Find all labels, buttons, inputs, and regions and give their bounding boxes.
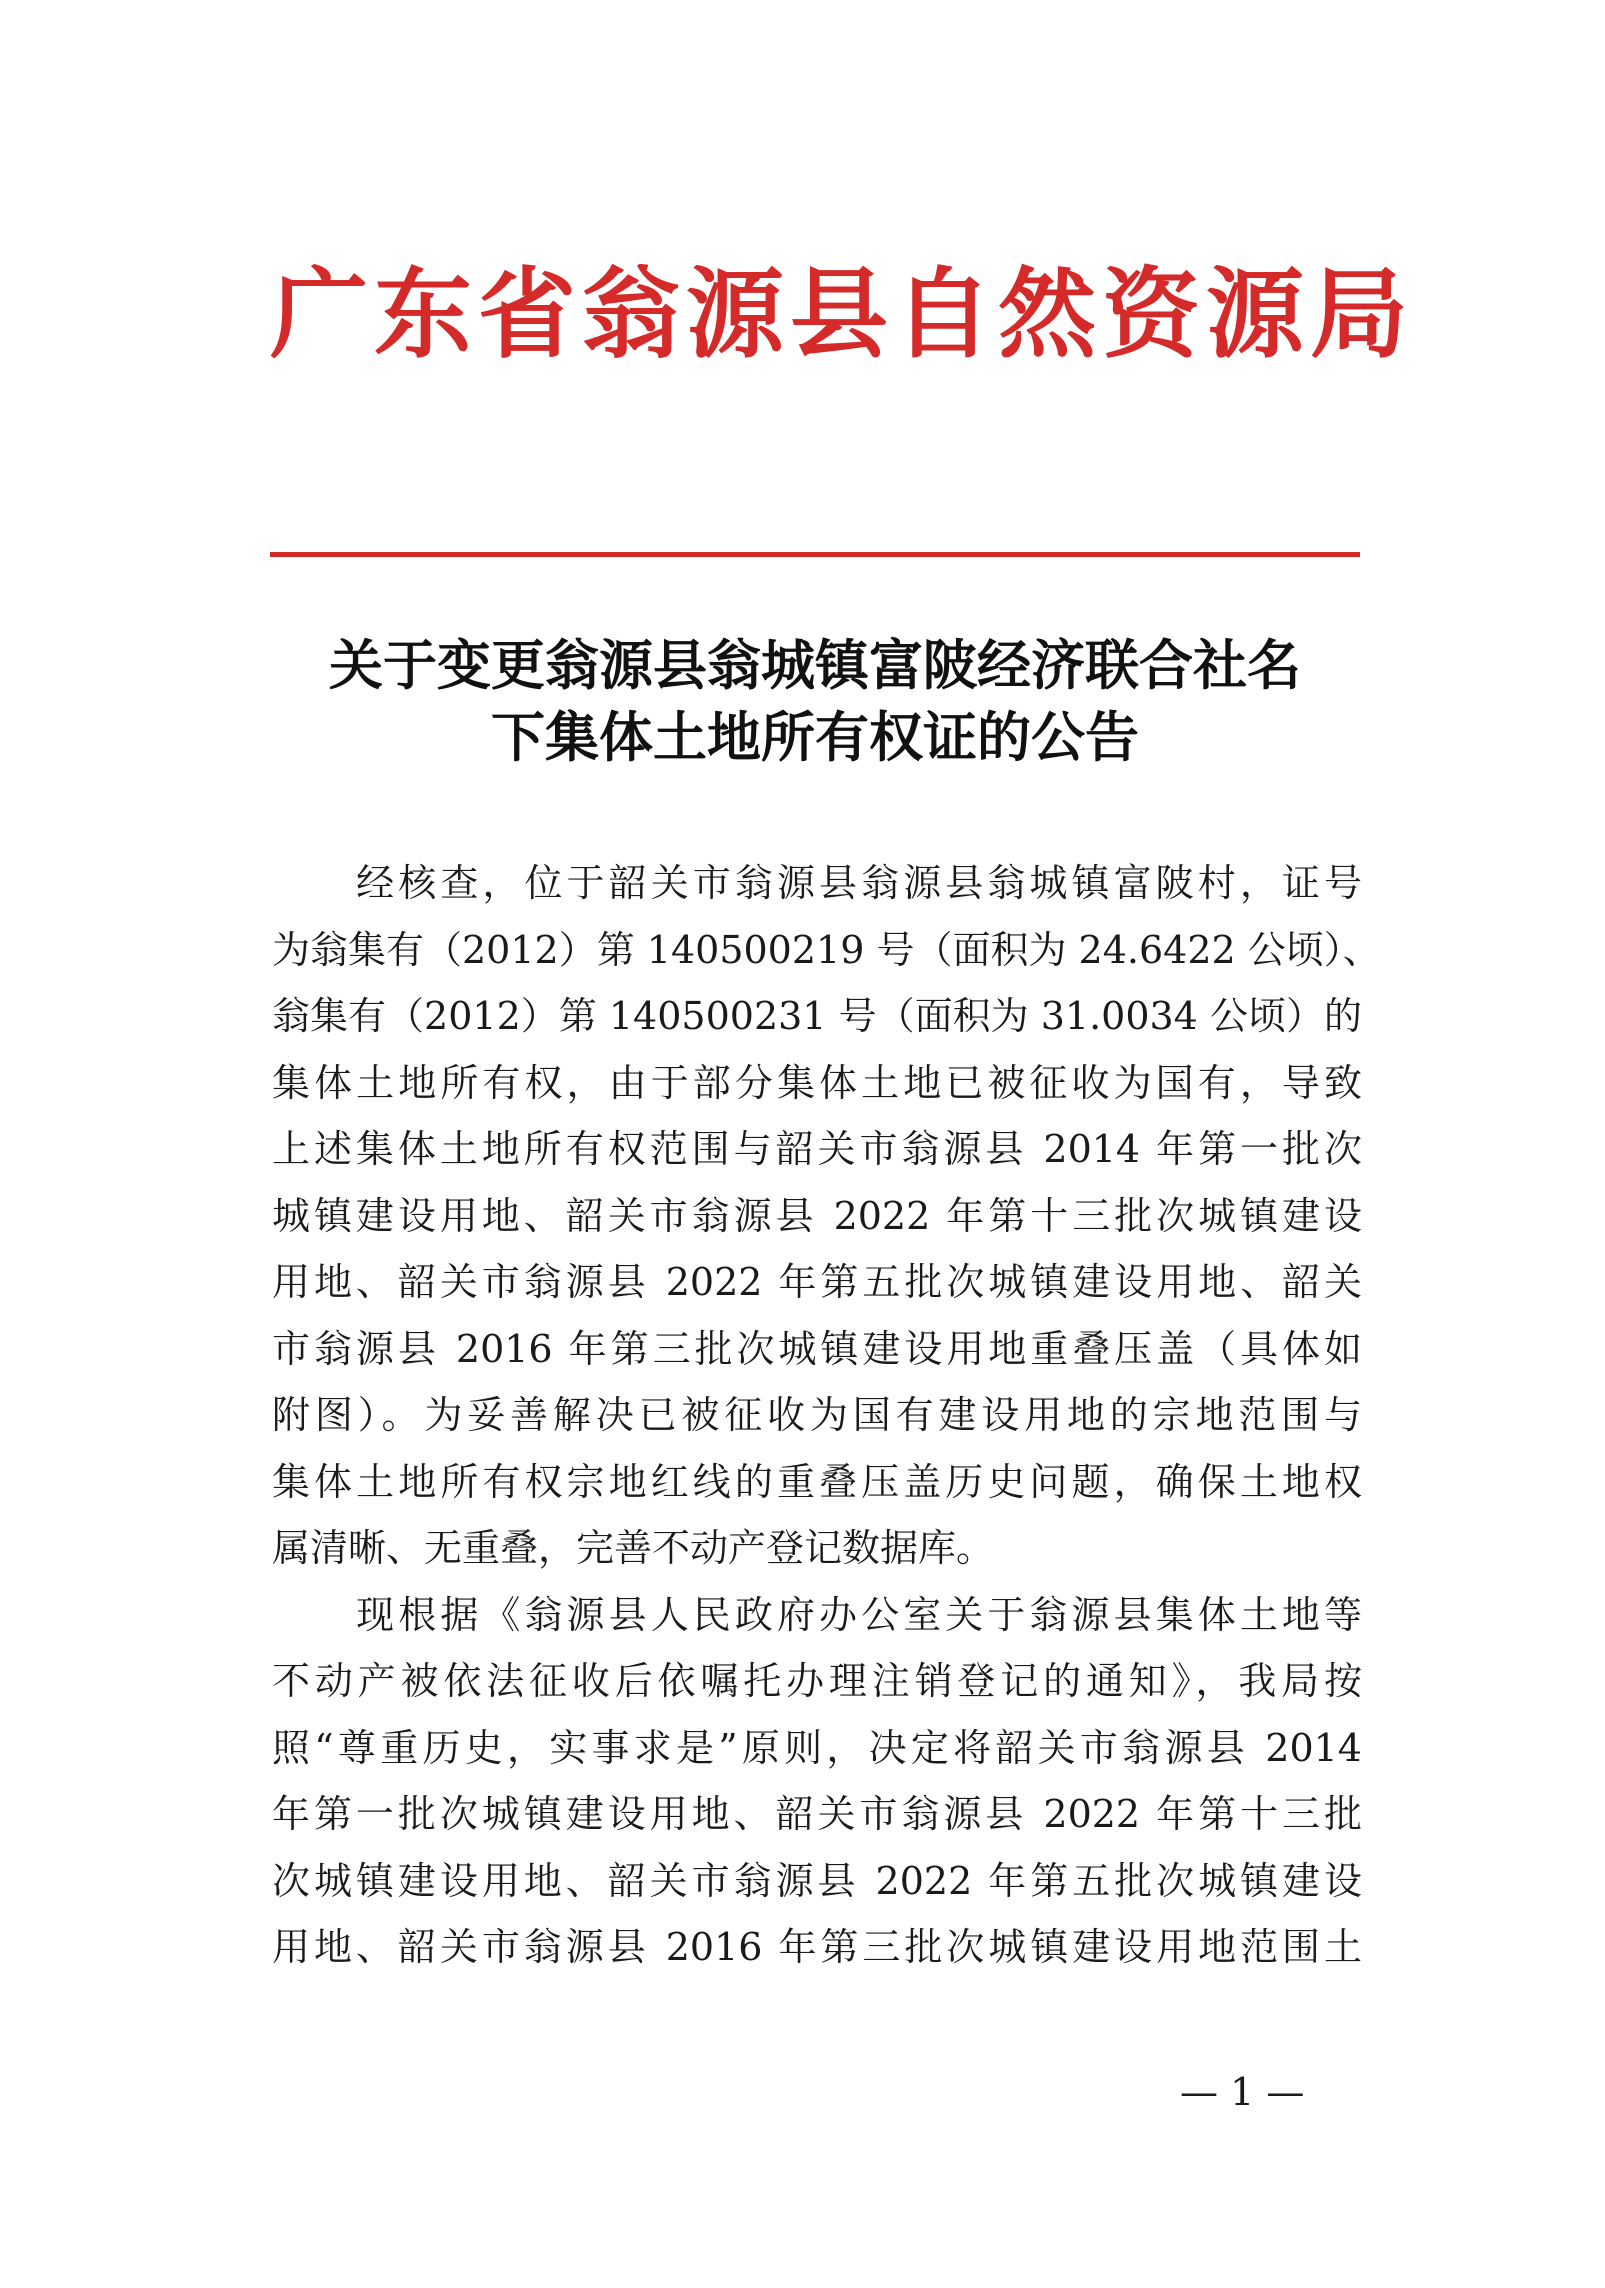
body-line: 年第一批次城镇建设用地、韶关市翁源县 2022 年第十三批 [272, 1792, 1362, 1836]
body-line: 经核查，位于韶关市翁源县翁源县翁城镇富陂村，证号 [272, 861, 1362, 905]
body-line: 属清晰、无重叠，完善不动产登记数据库。 [272, 1526, 995, 1570]
notice-body [272, 850, 1381, 1981]
notice-title [270, 630, 1360, 774]
body-line: 次城镇建设用地、韶关市翁源县 2022 年第五批次城镇建设 [272, 1858, 1362, 1903]
body-line: 集体土地所有权宗地红线的重叠压盖历史问题，确保土地权 [272, 1459, 1362, 1504]
body-line: 上述集体土地所有权范围与韶关市翁源县 2014 年第一批次 [272, 1127, 1362, 1171]
body-line: 城镇建设用地、韶关市翁源县 2022 年第十三批次城镇建设 [272, 1193, 1362, 1238]
body-paragraph-1 [272, 850, 1381, 1582]
body-line: 附图）。为妥善解决已被征收为国有建设用地的宗地范围与 [272, 1393, 1362, 1437]
letterhead-agency-name: 广东省翁源县自然资源局 [270, 258, 1415, 372]
body-line: 为翁集有（2012）第 140500219 号（面积为 24.6422 公顷）、 [272, 927, 1381, 972]
body-line: 用地、韶关市翁源县 2022 年第五批次城镇建设用地、韶关 [272, 1260, 1362, 1304]
body-line: 照“尊重历史，实事求是”原则，决定将韶关市翁源县 2014 [272, 1725, 1362, 1770]
page-number: — 1 — [1180, 2070, 1305, 2114]
letterhead-red-rule [270, 552, 1360, 557]
body-line: 集体土地所有权，由于部分集体土地已被征收为国有，导致 [272, 1060, 1362, 1105]
notice-title-line: 关于变更翁源县翁城镇富陂经济联合社名 [329, 634, 1301, 697]
body-paragraph-2 [272, 1582, 1362, 1981]
body-line: 不动产被依法征收后依嘱托办理注销登记的通知》，我局按 [272, 1659, 1362, 1703]
body-line: 市翁源县 2016 年第三批次城镇建设用地重叠压盖（具体如 [272, 1326, 1362, 1371]
body-line: 翁集有（2012）第 140500231 号（面积为 31.0034 公顷）的 [272, 994, 1362, 1038]
body-line: 用地、韶关市翁源县 2016 年第三批次城镇建设用地范围土 [272, 1925, 1362, 1969]
body-line: 现根据《翁源县人民政府办公室关于翁源县集体土地等 [272, 1592, 1362, 1637]
notice-title-line: 下集体土地所有权证的公告 [491, 706, 1139, 769]
